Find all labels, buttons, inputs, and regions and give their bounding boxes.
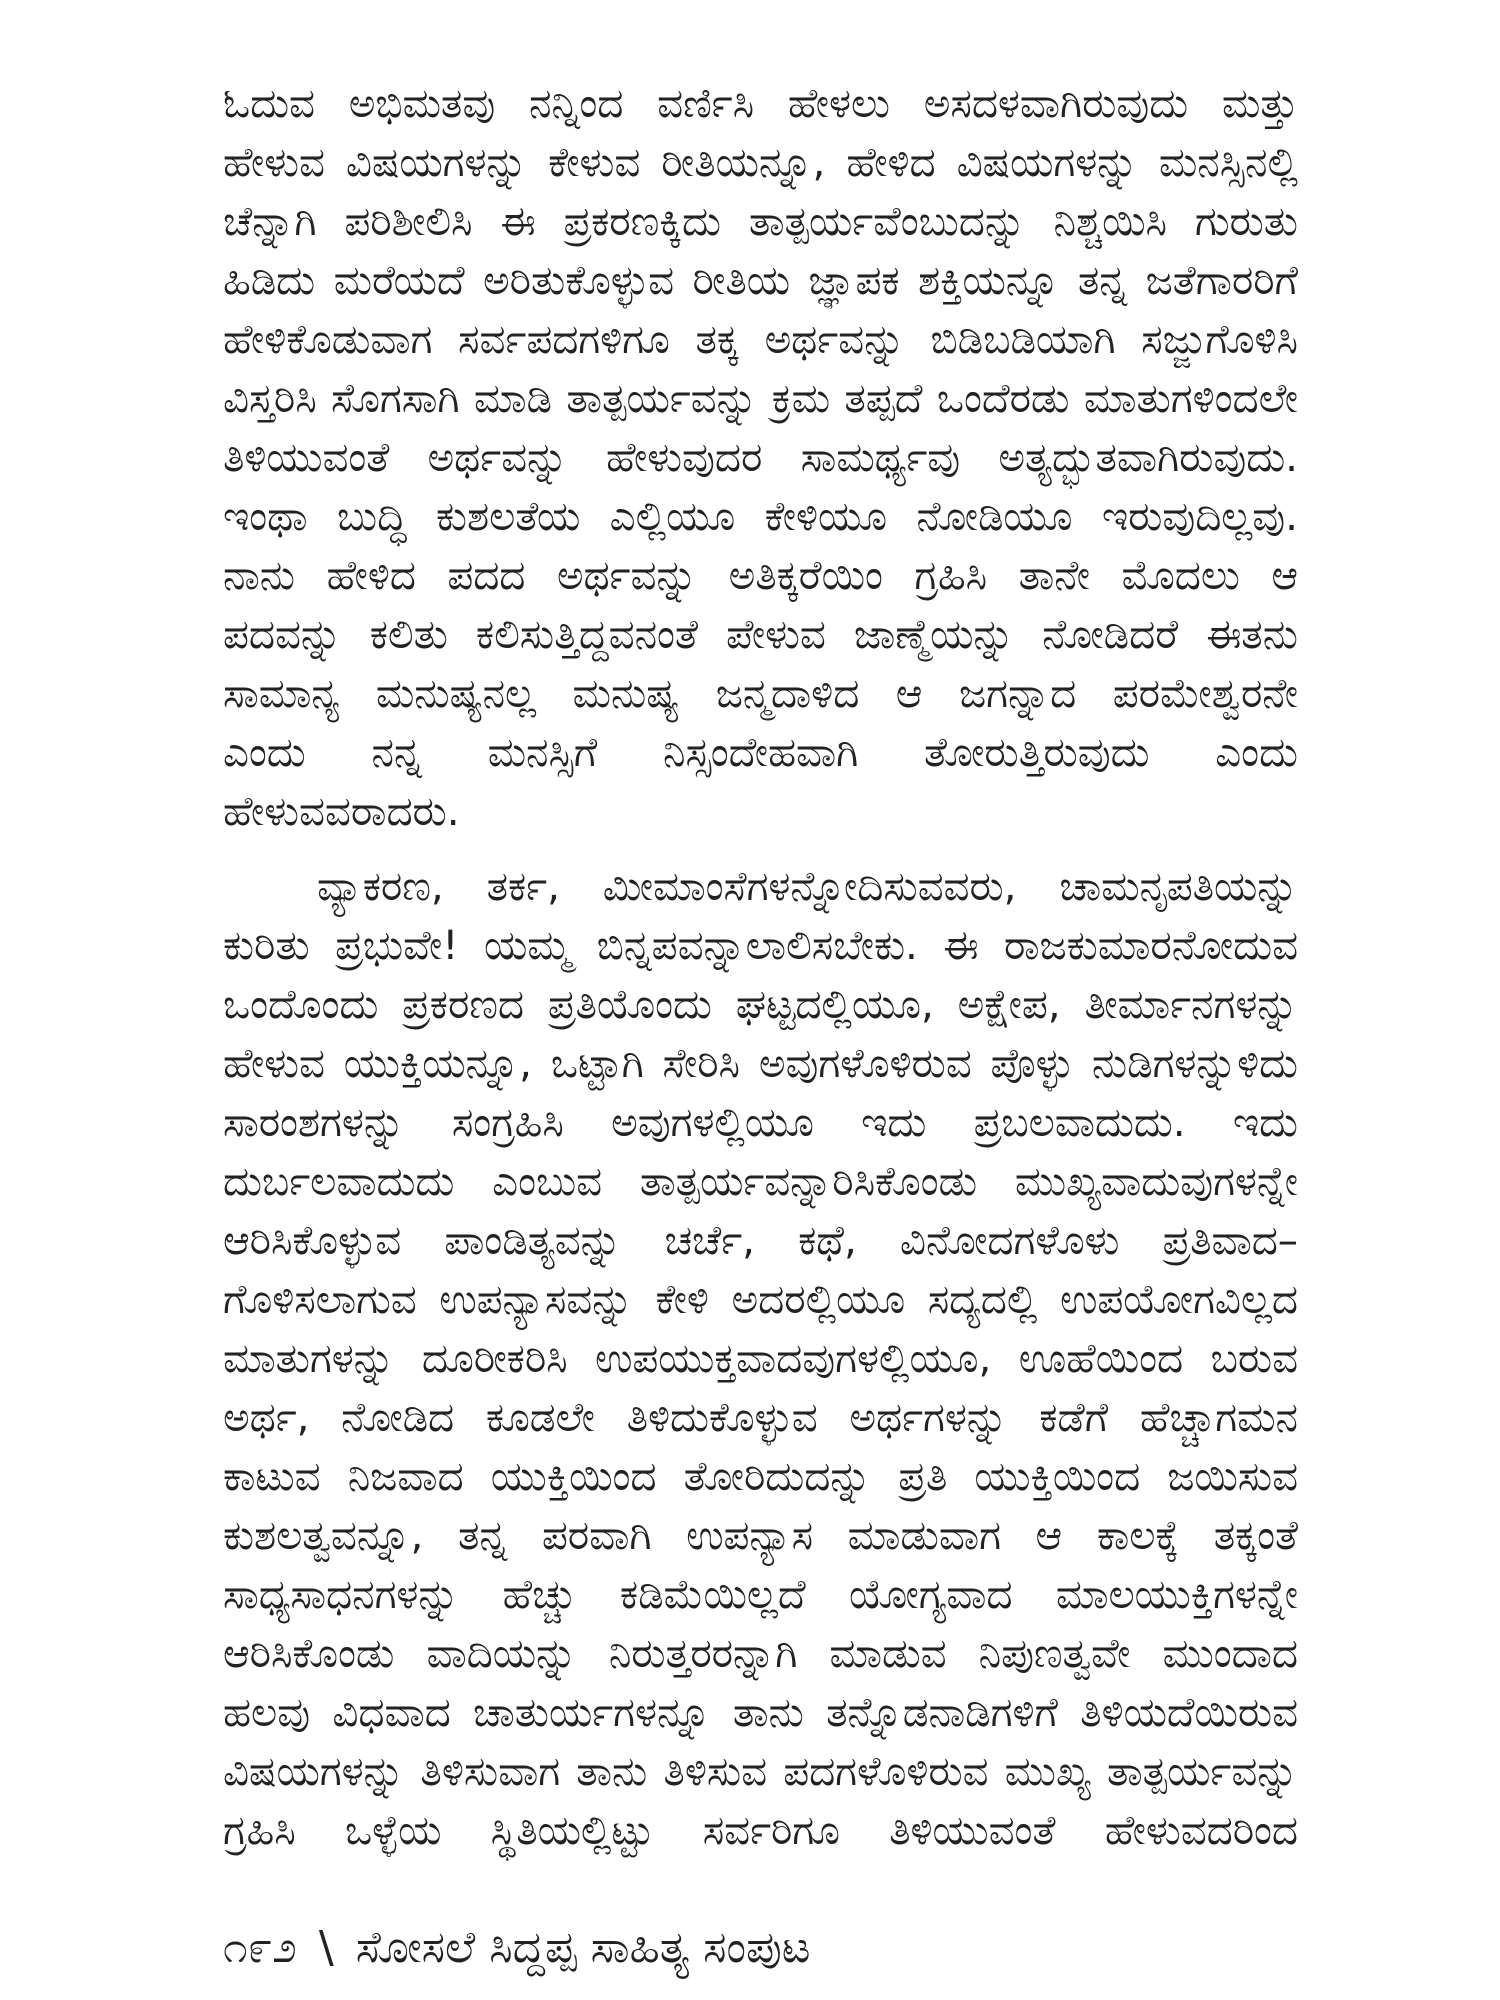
text-line: ಕುರಿತು ಪ್ರಭುವೇ! ಯಮ್ಮ ಬಿನ್ನಪವನ್ನಾಲಾಲಿಸಬೇಕು. ಈ ರಾಜಕುಮಾರನೋದುವ	[223, 922, 1298, 969]
text-line: ಒಂದೊಂದು ಪ್ರಕರಣದ ಪ್ರತಿಯೊಂದು ಘಟ್ಟದಲ್ಲಿಯೂ, ಅಕ್ಷೇಪ, ತೀರ್ಮಾನಗಳನ್ನು	[223, 981, 1298, 1028]
paragraph-1	[223, 74, 1298, 841]
text-line: ಹೇಳಿಕೊಡುವಾಗ ಸರ್ವಪದಗಳಿಗೂ ತಕ್ಕ ಅರ್ಥವನ್ನು ಬಿಡಿಬಡಿಯಾಗಿ ಸಜ್ಜುಗೊಳಿಸಿ	[223, 316, 1298, 363]
text-line: ಗ್ರಹಿಸಿ ಒಳ್ಳೆಯ ಸ್ಥಿತಿಯಲ್ಲಿಟ್ಟು ಸರ್ವರಿಗೂ ತಿಳಿಯುವಂತೆ ಹೇಳುವದರಿಂದ	[223, 1807, 1298, 1854]
text-line: ಹೇಳುವ ವಿಷಯಗಳನ್ನು ಕೇಳುವ ರೀತಿಯನ್ನೂ, ಹೇಳಿದ ವಿಷಯಗಳನ್ನು ಮನಸ್ಸಿನಲ್ಲಿ	[223, 139, 1298, 186]
text-line: ಚೆನ್ನಾಗಿ ಪರಿಶೀಲಿಸಿ ಈ ಪ್ರಕರಣಕ್ಕಿದು ತಾತ್ಪರ್ಯವೆಂಬುದನ್ನು ನಿಶ್ಚಯಿಸಿ ಗುರುತು	[223, 198, 1298, 245]
text-line: ಎಂದು ನನ್ನ ಮನಸ್ಸಿಗೆ ನಿಸ್ಸಂದೇಹವಾಗಿ ತೋರುತ್ತಿರುವುದು ಎಂದು	[223, 729, 1298, 776]
text-line: ಹಿಡಿದು ಮರೆಯದೆ ಅರಿತುಕೊಳ್ಳುವ ರೀತಿಯ ಜ್ಞಾಪಕ ಶಕ್ತಿಯನ್ನೂ ತನ್ನ ಜತೆಗಾರರಿಗೆ	[223, 257, 1298, 304]
book-title: ಸೋಸಲೆ ಸಿದ್ದಪ್ಪ ಸಾಹಿತ್ಯ ಸಂಪುಟ	[355, 1922, 811, 1973]
paragraph-2	[223, 857, 1298, 1860]
text-line: ಹೇಳುವ ಯುಕ್ತಿಯನ್ನೂ, ಒಟ್ಟಾಗಿ ಸೇರಿಸಿ ಅವುಗಳೊಳಿರುವ ಪೊಳ್ಳು ನುಡಿಗಳನ್ನುಳಿದು	[223, 1040, 1298, 1087]
text-line: ವಿಸ್ತರಿಸಿ ಸೊಗಸಾಗಿ ಮಾಡಿ ತಾತ್ಪರ್ಯವನ್ನು ಕ್ರಮ ತಪ್ಪದೆ ಒಂದೆರಡು ಮಾತುಗಳಿಂದಲೇ	[223, 375, 1298, 422]
text-line: ಪದವನ್ನು ಕಲಿತು ಕಲಿಸುತ್ತಿದ್ದವನಂತೆ ಪೇಳುವ ಜಾಣ್ಮೆಯನ್ನು ನೋಡಿದರೆ ಈತನು	[223, 611, 1298, 658]
text-line: ಓದುವ ಅಭಿಮತವು ನನ್ನಿಂದ ವರ್ಣಿಸಿ ಹೇಳಲು ಅಸದಳವಾಗಿರುವುದು ಮತ್ತು	[223, 80, 1298, 127]
page-footer	[223, 1918, 811, 1977]
text-line: ಆರಿಸಿಕೊಳ್ಳುವ ಪಾಂಡಿತ್ಯವನ್ನು ಚರ್ಚೆ, ಕಥೆ, ವಿನೋದಗಳೊಳು ಪ್ರತಿವಾದ–	[223, 1217, 1298, 1264]
text-line: ಇಂಥಾ ಬುದ್ಧಿ ಕುಶಲತೆಯ ಎಲ್ಲಿಯೂ ಕೇಳಿಯೂ ನೋಡಿಯೂ ಇರುವುದಿಲ್ಲವು.	[223, 493, 1298, 540]
text-line: ಮಾತುಗಳನ್ನು ದೂರೀಕರಿಸಿ ಉಪಯುಕ್ತವಾದವುಗಳಲ್ಲಿಯೂ, ಊಹೆಯಿಂದ ಬರುವ	[223, 1335, 1298, 1382]
text-line: ಹಲವು ವಿಧವಾದ ಚಾತುರ್ಯಗಳನ್ನೂ ತಾನು ತನ್ನೊಡನಾಡಿಗಳಿಗೆ ತಿಳಿಯದೆಯಿರುವ	[223, 1689, 1298, 1736]
page-number: ೧೯೨	[223, 1922, 297, 1973]
text-line: ತಿಳಿಯುವಂತೆ ಅರ್ಥವನ್ನು ಹೇಳುವುದರ ಸಾಮರ್ಥ್ಯವು ಅತ್ಯದ್ಭುತವಾಗಿರುವುದು.	[223, 434, 1298, 481]
text-line: ಗೊಳಿಸಲಾಗುವ ಉಪನ್ಯಾಸವನ್ನು ಕೇಳಿ ಅದರಲ್ಲಿಯೂ ಸದ್ಯದಲ್ಲಿ ಉಪಯೋಗವಿಲ್ಲದ	[223, 1276, 1298, 1323]
text-line: ವಿಷಯಗಳನ್ನು ತಿಳಿಸುವಾಗ ತಾನು ತಿಳಿಸುವ ಪದಗಳೊಳಿರುವ ಮುಖ್ಯ ತಾತ್ಪರ್ಯವನ್ನು	[223, 1748, 1298, 1795]
text-line: ಆರಿಸಿಕೊಂಡು ವಾದಿಯನ್ನು ನಿರುತ್ತರರನ್ನಾಗಿ ಮಾಡುವ ನಿಪುಣತ್ವವೇ ಮುಂದಾದ	[223, 1630, 1298, 1677]
text-line: ಅರ್ಥ, ನೋಡಿದ ಕೂಡಲೇ ತಿಳಿದುಕೊಳ್ಳುವ ಅರ್ಥಗಳನ್ನು ಕಡೆಗೆ ಹೆಚ್ಚಾಗಮನ	[223, 1394, 1298, 1441]
text-line: ಸಾಧ್ಯಸಾಧನಗಳನ್ನು ಹೆಚ್ಚು ಕಡಿಮೆಯಿಲ್ಲದೆ ಯೋಗ್ಯವಾದ ಮಾಲಯುಕ್ತಿಗಳನ್ನೇ	[223, 1571, 1298, 1618]
text-line: ದುರ್ಬಲವಾದುದು ಎಂಬುವ ತಾತ್ಪರ್ಯವನ್ನಾರಿಸಿಕೊಂಡು ಮುಖ್ಯವಾದುವುಗಳನ್ನೇ	[223, 1158, 1298, 1205]
text-line: ಹೇಳುವವರಾದರು.	[223, 788, 460, 835]
text-line: ಕುಶಲತ್ವವನ್ನೂ, ತನ್ನ ಪರವಾಗಿ ಉಪನ್ಯಾಸ ಮಾಡುವಾಗ ಆ ಕಾಲಕ್ಕೆ ತಕ್ಕಂತೆ	[223, 1512, 1298, 1559]
text-line: ಸಾರಂಶಗಳನ್ನು ಸಂಗ್ರಹಿಸಿ ಅವುಗಳಲ್ಲಿಯೂ ಇದು ಪ್ರಬಲವಾದುದು. ಇದು	[223, 1099, 1298, 1146]
text-line: ಸಾಮಾನ್ಯ ಮನುಷ್ಯನಲ್ಲ ಮನುಷ್ಯ ಜನ್ಮದಾಳಿದ ಆ ಜಗನ್ನಾದ ಪರಮೇಶ್ವರನೇ	[223, 670, 1298, 717]
text-line: ಕಾಟುವ ನಿಜವಾದ ಯುಕ್ತಿಯಿಂದ ತೋರಿದುದನ್ನು ಪ್ರತಿ ಯುಕ್ತಿಯಿಂದ ಜಯಿಸುವ	[223, 1453, 1298, 1500]
text-line: ನಾನು ಹೇಳಿದ ಪದದ ಅರ್ಥವನ್ನು ಅತಿಕ್ಕರೆಯಿಂ ಗ್ರಹಿಸಿ ತಾನೇ ಮೊದಲು ಆ	[223, 552, 1298, 599]
text-line: ವ್ಯಾಕರಣ, ತರ್ಕ, ಮೀಮಾಂಸೆಗಳನ್ನೋದಿಸುವವರು, ಚಾಮನೃಪತಿಯನ್ನು	[317, 863, 1298, 910]
footer-separator: \	[318, 1922, 334, 1973]
body-text	[223, 74, 1298, 1860]
